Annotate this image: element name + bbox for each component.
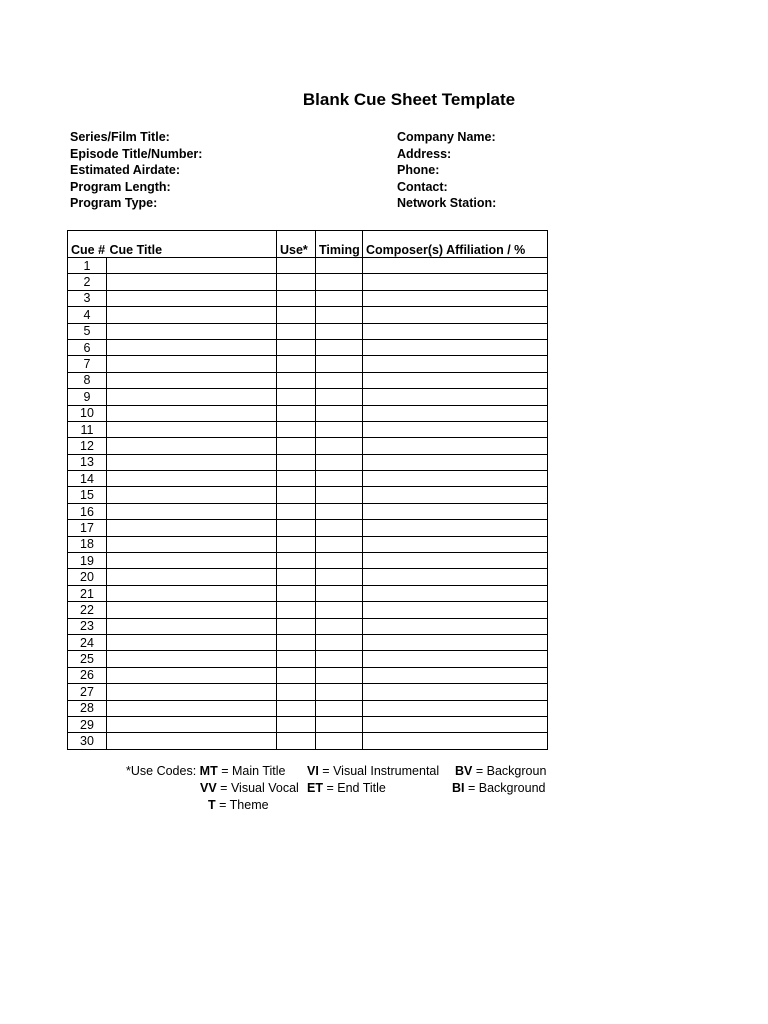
cue-title-cell[interactable]: [107, 716, 277, 732]
cue-number-cell: 7: [68, 356, 107, 372]
use-cell[interactable]: [277, 684, 316, 700]
cue-number-cell: 8: [68, 372, 107, 388]
use-cell[interactable]: [277, 274, 316, 290]
table-row: [68, 438, 548, 454]
cue-number-cell: 18: [68, 536, 107, 552]
table-row: [68, 389, 548, 405]
series-film-title-label: Series/Film Title:: [70, 130, 170, 144]
use-cell[interactable]: [277, 716, 316, 732]
cue-title-cell[interactable]: [107, 684, 277, 700]
use-cell[interactable]: [277, 258, 316, 274]
table-row: [68, 700, 548, 716]
cue-number-cell: 22: [68, 602, 107, 618]
composer-affiliation-cell[interactable]: [363, 618, 548, 634]
use-cell[interactable]: [277, 585, 316, 601]
timing-cell[interactable]: [316, 634, 363, 650]
composer-affiliation-cell[interactable]: [363, 585, 548, 601]
cue-title-cell[interactable]: [107, 520, 277, 536]
cue-title-cell[interactable]: [107, 503, 277, 519]
use-codes-et: [307, 780, 386, 797]
use-cell[interactable]: [277, 520, 316, 536]
timing-cell[interactable]: [316, 307, 363, 323]
use-cell[interactable]: [277, 618, 316, 634]
table-row: [68, 258, 548, 274]
composer-affiliation-cell[interactable]: [363, 602, 548, 618]
composer-affiliation-cell[interactable]: [363, 716, 548, 732]
cue-number-cell: 4: [68, 307, 107, 323]
cue-title-cell[interactable]: [107, 421, 277, 437]
cue-number-cell: 23: [68, 618, 107, 634]
cue-number-cell: 10: [68, 405, 107, 421]
table-row: [68, 503, 548, 519]
use-cell[interactable]: [277, 290, 316, 306]
cue-number-cell: 5: [68, 323, 107, 339]
composer-affiliation-cell[interactable]: [363, 405, 548, 421]
cue-title-cell[interactable]: [107, 274, 277, 290]
composer-affiliation-cell[interactable]: [363, 569, 548, 585]
composer-affiliation-cell[interactable]: [363, 553, 548, 569]
table-row: [68, 356, 548, 372]
use-codes-prefix: *Use Codes:: [126, 764, 197, 778]
use-codes-bv: [455, 763, 546, 780]
use-cell[interactable]: [277, 372, 316, 388]
composer-affiliation-cell[interactable]: [363, 372, 548, 388]
cue-title-cell[interactable]: [107, 339, 277, 355]
estimated-airdate-label: Estimated Airdate:: [70, 163, 180, 177]
table-row: [68, 487, 548, 503]
timing-cell[interactable]: [316, 290, 363, 306]
timing-cell[interactable]: [316, 258, 363, 274]
header-cue-number: Cue #: [68, 231, 107, 258]
table-row: [68, 421, 548, 437]
use-code-vv: VV: [200, 781, 217, 795]
composer-affiliation-cell[interactable]: [363, 536, 548, 552]
cue-number-cell: 13: [68, 454, 107, 470]
composer-affiliation-cell[interactable]: [363, 258, 548, 274]
use-cell[interactable]: [277, 536, 316, 552]
table-row: [68, 405, 548, 421]
use-cell[interactable]: [277, 405, 316, 421]
use-cell[interactable]: [277, 667, 316, 683]
address-label: Address:: [397, 146, 452, 161]
use-cell[interactable]: [277, 356, 316, 372]
use-code-et-desc: = End Title: [326, 781, 386, 795]
use-code-bv: BV: [455, 764, 473, 778]
cue-number-cell: 3: [68, 290, 107, 306]
timing-cell[interactable]: [316, 323, 363, 339]
timing-cell[interactable]: [316, 618, 363, 634]
composer-affiliation-cell[interactable]: [363, 356, 548, 372]
timing-cell[interactable]: [316, 536, 363, 552]
cue-number-cell: 9: [68, 389, 107, 405]
timing-cell[interactable]: [316, 356, 363, 372]
use-code-vi: VI: [307, 764, 319, 778]
timing-cell[interactable]: [316, 733, 363, 749]
use-code-mt-desc: = Main Title: [221, 764, 286, 778]
cue-title-cell[interactable]: [107, 471, 277, 487]
use-cell[interactable]: [277, 651, 316, 667]
table-row: [68, 536, 548, 552]
use-cell[interactable]: [277, 389, 316, 405]
timing-cell[interactable]: [316, 389, 363, 405]
composer-affiliation-cell[interactable]: [363, 634, 548, 650]
cue-title-cell[interactable]: [107, 454, 277, 470]
cue-number-cell: 28: [68, 700, 107, 716]
use-codes-bi: [452, 780, 545, 797]
cue-title-cell[interactable]: [107, 487, 277, 503]
use-cell[interactable]: [277, 733, 316, 749]
table-row: [68, 585, 548, 601]
cue-title-cell[interactable]: [107, 290, 277, 306]
use-codes-vv: [200, 780, 299, 797]
table-row: [68, 618, 548, 634]
use-code-vv-desc: = Visual Vocal: [220, 781, 299, 795]
cue-table: [67, 230, 548, 750]
cue-title-cell[interactable]: [107, 438, 277, 454]
use-cell[interactable]: [277, 421, 316, 437]
cue-number-cell: 20: [68, 569, 107, 585]
use-cell[interactable]: [277, 487, 316, 503]
table-row: [68, 290, 548, 306]
cue-title-cell[interactable]: [107, 307, 277, 323]
composer-affiliation-cell[interactable]: [363, 421, 548, 437]
use-code-bi-desc: = Background: [467, 781, 546, 795]
use-cell[interactable]: [277, 471, 316, 487]
cue-title-cell[interactable]: [107, 667, 277, 683]
cue-number-cell: 29: [68, 716, 107, 732]
cue-title-cell[interactable]: [107, 569, 277, 585]
cue-number-cell: 26: [68, 667, 107, 683]
use-code-mt: MT: [199, 764, 218, 778]
cue-number-cell: 24: [68, 634, 107, 650]
company-name-label: Company Name:: [397, 130, 496, 144]
use-code-vi-desc: = Visual Instrumental: [322, 764, 440, 778]
timing-cell[interactable]: [316, 651, 363, 667]
cue-title-cell[interactable]: [107, 700, 277, 716]
cue-title-cell[interactable]: [107, 585, 277, 601]
use-cell[interactable]: [277, 553, 316, 569]
cue-number-cell: 14: [68, 471, 107, 487]
cue-title-cell[interactable]: [107, 258, 277, 274]
cue-number-cell: 19: [68, 553, 107, 569]
use-codes-vi: [307, 763, 439, 780]
cue-title-cell[interactable]: [107, 356, 277, 372]
table-row: [68, 716, 548, 732]
use-code-t-desc: = Theme: [219, 798, 269, 812]
composer-affiliation-cell[interactable]: [363, 471, 548, 487]
use-codes-line-1: [126, 763, 285, 780]
table-row: [68, 733, 548, 749]
table-row: [68, 471, 548, 487]
timing-cell[interactable]: [316, 553, 363, 569]
table-row: [68, 372, 548, 388]
contact-label: Contact:: [397, 179, 448, 194]
table-row: [68, 651, 548, 667]
header-composer-affiliation: Composer(s) Affiliation / %: [363, 231, 548, 258]
composer-affiliation-cell[interactable]: [363, 290, 548, 306]
composer-affiliation-cell[interactable]: [363, 667, 548, 683]
program-type-label: Program Type:: [70, 196, 158, 210]
table-row: [68, 602, 548, 618]
composer-affiliation-cell[interactable]: [363, 700, 548, 716]
composer-affiliation-cell[interactable]: [363, 684, 548, 700]
table-row: [68, 684, 548, 700]
composer-affiliation-cell[interactable]: [363, 503, 548, 519]
table-row: [68, 634, 548, 650]
use-cell[interactable]: [277, 634, 316, 650]
timing-cell[interactable]: [316, 569, 363, 585]
program-info-right: [397, 129, 496, 212]
table-row: [68, 307, 548, 323]
composer-affiliation-cell[interactable]: [363, 389, 548, 405]
timing-cell[interactable]: [316, 405, 363, 421]
use-cell[interactable]: [277, 454, 316, 470]
timing-cell[interactable]: [316, 487, 363, 503]
use-cell[interactable]: [277, 307, 316, 323]
table-row: [68, 667, 548, 683]
table-row: [68, 454, 548, 470]
composer-affiliation-cell[interactable]: [363, 733, 548, 749]
table-header-row: [68, 231, 548, 258]
cue-number-cell: 2: [68, 274, 107, 290]
cue-number-cell: 1: [68, 258, 107, 274]
timing-cell[interactable]: [316, 585, 363, 601]
cue-number-cell: 27: [68, 684, 107, 700]
phone-label: Phone:: [397, 163, 440, 177]
timing-cell[interactable]: [316, 716, 363, 732]
cue-title-cell[interactable]: [107, 651, 277, 667]
timing-cell[interactable]: [316, 700, 363, 716]
header-use: Use*: [277, 231, 316, 258]
cue-number-cell: 16: [68, 503, 107, 519]
composer-affiliation-cell[interactable]: [363, 307, 548, 323]
composer-affiliation-cell[interactable]: [363, 487, 548, 503]
timing-cell[interactable]: [316, 667, 363, 683]
cue-number-cell: 25: [68, 651, 107, 667]
composer-affiliation-cell[interactable]: [363, 438, 548, 454]
timing-cell[interactable]: [316, 684, 363, 700]
cue-title-cell[interactable]: [107, 323, 277, 339]
cue-title-cell[interactable]: [107, 389, 277, 405]
use-code-et: ET: [307, 781, 323, 795]
composer-affiliation-cell[interactable]: [363, 323, 548, 339]
table-row: [68, 323, 548, 339]
network-station-label: Network Station:: [397, 196, 497, 210]
program-length-label: Program Length:: [70, 179, 171, 194]
use-cell[interactable]: [277, 602, 316, 618]
cue-title-cell[interactable]: [107, 733, 277, 749]
cue-title-cell[interactable]: [107, 618, 277, 634]
program-info-left: [70, 129, 202, 212]
table-row: [68, 339, 548, 355]
composer-affiliation-cell[interactable]: [363, 454, 548, 470]
cue-title-cell[interactable]: [107, 634, 277, 650]
cue-number-cell: 6: [68, 339, 107, 355]
composer-affiliation-cell[interactable]: [363, 651, 548, 667]
header-cue-title: Cue Title: [107, 231, 277, 258]
cue-title-cell[interactable]: [107, 553, 277, 569]
use-code-t: T: [208, 798, 216, 812]
cue-number-cell: 11: [68, 421, 107, 437]
timing-cell[interactable]: [316, 520, 363, 536]
cue-title-cell[interactable]: [107, 405, 277, 421]
cue-title-cell[interactable]: [107, 536, 277, 552]
use-codes-t: [208, 797, 269, 814]
use-cell[interactable]: [277, 339, 316, 355]
cue-number-cell: 15: [68, 487, 107, 503]
table-row: [68, 520, 548, 536]
cue-number-cell: 12: [68, 438, 107, 454]
use-cell[interactable]: [277, 700, 316, 716]
cue-number-cell: 30: [68, 733, 107, 749]
table-row: [68, 553, 548, 569]
episode-title-number-label: Episode Title/Number:: [70, 146, 203, 161]
composer-affiliation-cell[interactable]: [363, 520, 548, 536]
timing-cell[interactable]: [316, 438, 363, 454]
use-cell[interactable]: [277, 438, 316, 454]
cue-title-cell[interactable]: [107, 372, 277, 388]
timing-cell[interactable]: [316, 421, 363, 437]
timing-cell[interactable]: [316, 372, 363, 388]
timing-cell[interactable]: [316, 503, 363, 519]
use-cell[interactable]: [277, 503, 316, 519]
cue-number-cell: 21: [68, 585, 107, 601]
timing-cell[interactable]: [316, 454, 363, 470]
use-code-bi: BI: [452, 781, 465, 795]
use-cell[interactable]: [277, 569, 316, 585]
cue-rows: [68, 258, 548, 750]
use-cell[interactable]: [277, 323, 316, 339]
timing-cell[interactable]: [316, 471, 363, 487]
timing-cell[interactable]: [316, 274, 363, 290]
composer-affiliation-cell[interactable]: [363, 274, 548, 290]
composer-affiliation-cell[interactable]: [363, 339, 548, 355]
table-row: [68, 274, 548, 290]
page-title: Blank Cue Sheet Template: [302, 90, 516, 109]
header-timing: Timing: [316, 231, 363, 258]
cue-title-cell[interactable]: [107, 602, 277, 618]
timing-cell[interactable]: [316, 602, 363, 618]
use-code-bv-desc: = Backgroun: [475, 764, 547, 778]
table-row: [68, 569, 548, 585]
timing-cell[interactable]: [316, 339, 363, 355]
cue-number-cell: 17: [68, 520, 107, 536]
